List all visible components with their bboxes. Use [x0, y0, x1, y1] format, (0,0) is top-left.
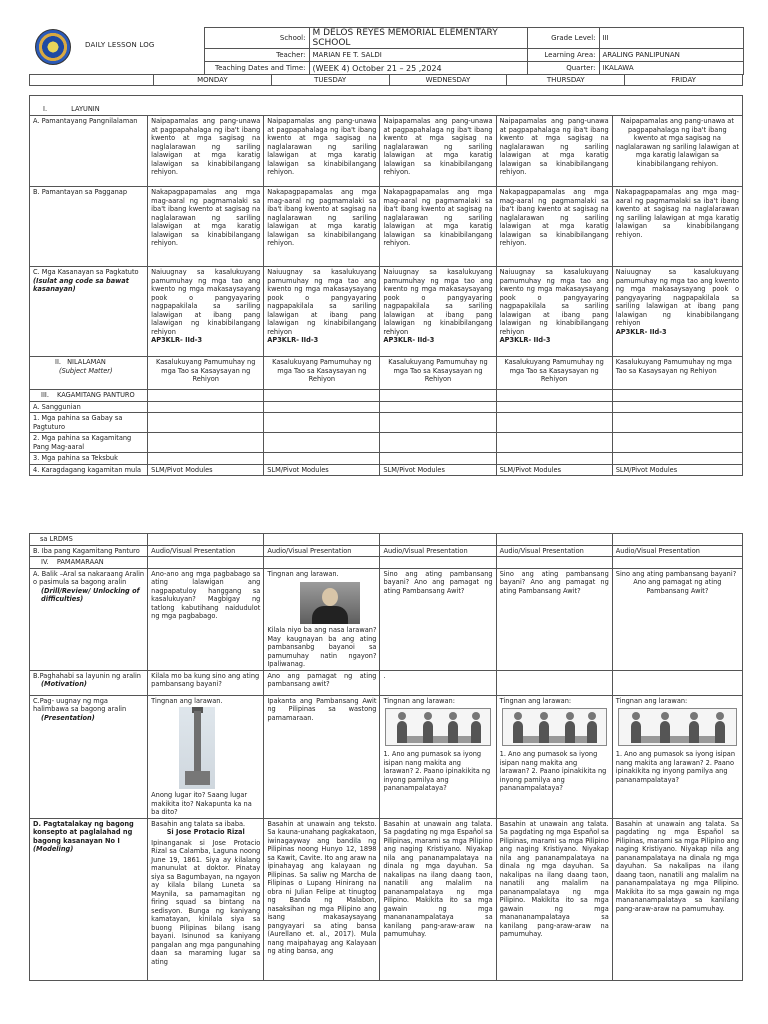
balik-aral-fri-1: Sino ang ating pambansang bayani? — [615, 569, 737, 578]
weekday-header — [29, 74, 743, 86]
a-text-thu: Naipapamalas ang pang-unawa at pagpapahalaga ng iba't ibang kwento at mga sagisag na naglalarawan ng sariling lalawigan at mga karatig lalawigan sa kinabibilangang rehiyon. — [496, 116, 612, 187]
c-code-wed: AP3KLR- IId-3 — [383, 336, 435, 344]
grade-level-value: III — [599, 28, 743, 49]
monument-base — [185, 771, 210, 785]
day-wednesday: WEDNESDAY — [389, 75, 507, 86]
family-figure — [660, 721, 670, 743]
empty-cell — [496, 401, 612, 413]
quarter-value: IKALAWA — [599, 62, 743, 75]
family-head — [716, 712, 724, 720]
paguugnay-label: C.Pag- uugnay ng mga halimbawa sa bagong aralin — [33, 696, 127, 713]
weekday-blank — [30, 75, 154, 86]
empty-cell — [496, 557, 612, 569]
family-figure — [715, 721, 725, 743]
slm-tue: SLM/Pivot Modules — [264, 464, 380, 476]
av-fri: Audio/Visual Presentation — [612, 545, 742, 557]
paghahabi-mon: Kilala mo ba kung sino ang ating pambansang bayani? — [148, 670, 264, 695]
portrait-coat — [312, 606, 348, 624]
c-code-tue: AP3KLR- IId-3 — [267, 336, 319, 344]
empty-cell — [612, 413, 742, 433]
rizal-reading-title: Si Jose Protacio Rizal — [166, 828, 245, 836]
paguugnay-wed-top: Tingnan ang larawan: — [383, 696, 455, 705]
empty-cell — [612, 390, 742, 402]
family-figure — [689, 721, 699, 743]
family-head — [514, 712, 522, 720]
family-head — [632, 712, 640, 720]
pamamaraan-label — [30, 557, 148, 569]
empty-cell — [148, 534, 264, 546]
slm-wed: SLM/Pivot Modules — [380, 464, 496, 476]
logo-cell — [29, 28, 204, 75]
rizal-portrait-image — [300, 582, 360, 624]
family-figure — [471, 721, 481, 743]
balik-aral-tue-bottom: Kilala niyo ba ang nasa larawan? May kaugnayan ba ang ating pambansanbg bayanoi sa pamumuhay natin ngayon? Ipaliwanag. — [267, 626, 377, 668]
day-tuesday: TUESDAY — [271, 75, 389, 86]
school-label: School: — [204, 28, 309, 49]
pagtatalakay-sub: (Modeling) — [33, 845, 74, 853]
family-table — [631, 736, 725, 743]
sanggunian-label: A. Sanggunian — [30, 401, 148, 413]
paguugnay-thu-cell — [496, 695, 612, 818]
empty-cell — [380, 401, 496, 413]
pamantayan-sa-pagganap-label: B. Pamantayan sa Pagganap — [30, 187, 148, 267]
layunin-title: LAYUNIN — [71, 105, 100, 113]
nilalaman-wed: Kasalukuyang Pamumuhay ng mga Tao sa Kasaysayan ng Rehiyon — [380, 357, 496, 390]
pamantayang-pangnilalaman-label: A. Pamantayang Pangnilalaman — [30, 116, 148, 187]
day-friday: FRIDAY — [625, 75, 743, 86]
empty-cell — [148, 433, 264, 453]
c-cell-tue — [264, 267, 380, 357]
empty-cell — [496, 433, 612, 453]
paguugnay-thu-questions: 1. Ano ang pumasok sa iyong isipan nang makita ang larawan? 2. Paano ipinakikita ng inyong pamilya ang pananampalataya? — [499, 750, 607, 792]
c-text-fri: Naiuugnay sa kasalukuyang pamumuhay ng mga tao ang kwento ng mga makasaysayang pook o pangyayaring nagpapakilala sa sariling lalawigan at ibang pang lalawigan ng kinabibilangang rehiyon — [615, 268, 739, 327]
quarter-label: Quarter: — [527, 62, 599, 75]
day-monday: MONDAY — [154, 75, 272, 86]
c-code-fri: AP3KLR- IId-3 — [615, 327, 667, 336]
pagtatalakay-mon-2: Ipinanganak si Jose Protacio Rizal sa Calamba, Laguna noong June 19, 1861. Siya ay kilalang manunulat at doktor. Pinatay siya sa Bagumbayan, na ngayon ay kilala bilang Luneta sa Maynila, sa pamamagitan ng firing squad sa bintang na sedisyon. Bunga ng kaniyang kamatayan, kinilala siya sa buong Pilipinas bilang isang bayani. Isinunod sa kaniyang pangalan ang mga pangunahing daan sa maraming lugar sa ating — [151, 838, 261, 966]
balik-aral-thu: Sino ang ating pambansang bayani? Ano ang pamagat ng ating Pambansang Awit? — [496, 568, 612, 670]
balik-aral-mon: Ano-ano ang mga pagbabago sa ating lalawigan ang nagpapatuloy hanggang sa kasalukuyan? Magbigay ng tatlong kabutihang naidudulot ng mga pagbabago. — [148, 568, 264, 670]
nilalaman-tue: Kasalukuyang Pamumuhay ng mga Tao sa Kasaysayan ng Rehiyon — [264, 357, 380, 390]
pagtatalakay-mon-cell — [148, 818, 264, 980]
family-figure — [423, 721, 433, 743]
empty-cell — [264, 534, 380, 546]
slm-thu: SLM/Pivot Modules — [496, 464, 612, 476]
empty-cell — [264, 453, 380, 465]
family-head — [540, 712, 548, 720]
pagtatalakay-tue: Basahin at unawain ang teksto. Sa kauna-unahang pagkakataon, iwinagayway ang bandila ng Pilipinas noong Hunyo 12, 1898 sa Kawit, Cavite. Ito ang araw na ipinahayag ang kalayaan ng Pilipinas. Sa saliw ng Marcha de Filipinas o Lupang Hinirang na obra ni Julian Felipe at tinugtog ng Banda ng Malabon, nasaksihan ng mga Pilipino ang isang makasaysayang pangyayari sa ating bansa (Aurellano et. al., 2017). Mula nang maipahayag ang Kalayaan ng ating bansa, ang — [264, 818, 380, 980]
family-figure — [631, 721, 641, 743]
pagtatalakay-thu: Basahin at unawain ang talata. Sa pagdating ng mga Español sa Pilipinas, marami sa mga Pilipino ang naging Kristiyano. Niyakap nila ang pananampalataya na dinala ng mga dayuhan. Sa nakalipas na ilang daang taon, nanatili ang malalim na pananampalataya ng mga Pilipino. Makikita ito sa mga gawain ng mga manananampalataya sa kanilang pang-araw-araw na pamumuhay. — [496, 818, 612, 980]
paguugnay-wed-cell — [380, 695, 496, 818]
c-cell-fri — [612, 267, 742, 357]
c-cell-mon — [148, 267, 264, 357]
empty-cell — [264, 433, 380, 453]
empty-cell — [380, 557, 496, 569]
av-wed: Audio/Visual Presentation — [380, 545, 496, 557]
family-head — [472, 712, 480, 720]
teacher-name: MARIAN FE T. SALDI — [309, 49, 527, 62]
family-praying-image — [502, 708, 607, 746]
school-name: M DELOS REYES MEMORIAL ELEMENTARY SCHOOL — [309, 28, 527, 49]
balik-aral-label-cell — [30, 568, 148, 670]
b-text-mon: Nakapagpapamalas ang mga mag-aaral ng pagmamalaki sa iba't ibang kwento at sagisag na naglalarawan ng sariling lalawigan at mga karatig lalawigan sa kinabibilangang rehiyon. — [148, 187, 264, 267]
grade-level-label: Grade Level: — [527, 28, 599, 49]
empty-cell — [496, 453, 612, 465]
b-text-tue: Nakapagpapamalas ang mga mag-aaral ng pagmamalaki sa iba't ibang kwento at sagisag na naglalarawan ng sariling lalawigan at mga karatig lalawigan sa kinabibilangang rehiyon. — [264, 187, 380, 267]
av-mon: Audio/Visual Presentation — [148, 545, 264, 557]
empty-cell — [148, 557, 264, 569]
empty-cell — [148, 453, 264, 465]
a-text-mon: Naipapamalas ang pang-unawa at pagpapahalaga ng iba't ibang kwento at mga sagisag na naglalarawan ng sariling lalawigan at mga karatig lalawigan sa kinabibilangang rehiyon. — [148, 116, 264, 187]
kasanayan-label-cell — [30, 267, 148, 357]
paghahabi-label: B.Paghahabi sa layunin ng aralin — [33, 671, 141, 680]
family-figure — [448, 721, 458, 743]
c-code-mon: AP3KLR- IId-3 — [151, 336, 203, 344]
paguugnay-tue: Ipakanta ang Pambansang Awit ng Pilipinas sa wastong pamamaraan. — [264, 695, 380, 818]
paguugnay-mon-bottom: Anong lugar ito? Saang lugar makikita ito? Nakapunta ka na ba dito? — [151, 791, 252, 816]
c-text-wed: Naiuugnay sa kasalukuyang pamumuhay ng mga tao ang kwento ng mga makasaysayang pook o pangyayaring nagpapakilala sa sariling lalawigan at ibang pang lalawigan ng kinabibilangang rehiyon — [383, 268, 493, 336]
empty-cell — [612, 534, 742, 546]
c-text-thu: Naiuugnay sa kasalukuyang pamumuhay ng mga tao ang kwento ng mga makasaysayang pook o pangyayaring nagpapakilala sa sariling lalawigan at ibang pang lalawigan ng kinabibilangang rehiyon — [499, 268, 609, 336]
family-head — [424, 712, 432, 720]
family-head — [566, 712, 574, 720]
paghahabi-sub: (Motivation) — [41, 680, 87, 688]
slm-mon: SLM/Pivot Modules — [148, 464, 264, 476]
balik-aral-wed: Sino ang ating pambansang bayani? Ano ang pamagat ng ating Pambansang Awit? — [380, 568, 496, 670]
empty-cell — [496, 534, 612, 546]
a-text-tue: Naipapamalas ang pang-unawa at pagpapahalaga ng iba't ibang kwento at mga sagisag na naglalarawan ng sariling lalawigan at mga karatig lalawigan sa kinabibilangang rehiyon. — [264, 116, 380, 187]
teacher-label: Teacher: — [204, 49, 309, 62]
av-tue: Audio/Visual Presentation — [264, 545, 380, 557]
kasanayan-sub: (Isulat ang code sa bawat kasanayan) — [33, 276, 129, 293]
balik-aral-fri-2: Ano ang pamagat ng ating Pambansang Awit? — [633, 578, 722, 595]
pagtatalakay-label-cell — [30, 818, 148, 980]
family-table — [397, 736, 480, 743]
dates-label: Teaching Dates and Time: — [204, 62, 309, 75]
family-table — [513, 736, 596, 743]
paguugnay-mon-top: Tingnan ang larawan. — [151, 696, 223, 705]
empty-cell — [380, 433, 496, 453]
empty-cell — [148, 401, 264, 413]
a-text-fri: Naipapamalas ang pang-unawa at pagpapahalaga ng iba't ibang kwento at mga sagisag na naglalarawan ng sariling lalawigan at mga karatig lalawigan sa kinabibilangang rehiyon. — [612, 116, 742, 187]
nilalaman-title: NILALAMAN — [67, 358, 106, 366]
paghahabi-label-cell — [30, 670, 148, 695]
balik-aral-fri-cell — [612, 568, 742, 670]
nilalaman-thu: Kasalukuyang Pamumuhay ng mga Tao sa Kasaysayan ng Rehiyon — [496, 357, 612, 390]
rizal-monument-image — [179, 707, 215, 789]
empty-cell — [148, 390, 264, 402]
nilalaman-mon: Kasalukuyang Pamumuhay ng mga Tao sa Kasaysayan ng Rehiyon — [148, 357, 264, 390]
kagamitang-panturo-label — [30, 390, 148, 402]
header-table — [29, 27, 744, 75]
learning-area-label: Learning Area: — [527, 49, 599, 62]
portrait-face — [322, 588, 338, 606]
family-figure — [397, 721, 407, 743]
pamamaraan-title: PAMAMARAAN — [56, 558, 104, 566]
empty-cell — [496, 390, 612, 402]
paghahabi-tue: Ano ang pamagat ng ating pambansang awit? — [264, 670, 380, 695]
pagtatalakay-wed: Basahin at unawain ang talata. Sa pagdating ng mga Español sa Pilipinas, marami sa mga Pilipino ang naging Kristiyano. Niyakap nila ang pananampalataya na dinala ng mga dayuhan. Sa nakalipas na ilang daang taon, nanatili ang malalim na pananampalataya ng mga Pilipino. Makikita ito sa mga gawain ng mga manananampalataya sa kanilang pang-araw-araw na pamumuhay. — [380, 818, 496, 980]
balik-aral-tue-cell — [264, 568, 380, 670]
layunin-row — [30, 96, 743, 116]
lrdms-label: sa LRDMS — [30, 534, 148, 546]
empty-cell — [380, 534, 496, 546]
kasanayan-label: C. Mga Kasanayan sa Pagkatuto — [33, 268, 139, 276]
paguugnay-mon-cell — [148, 695, 264, 818]
c-text-tue: Naiuugnay sa kasalukuyang pamumuhay ng mga tao ang kwento ng mga makasaysayang pook o pangyayaring nagpapakilala sa sariling lalawigan at ibang pang lalawigan ng kinabibilangang rehiyon — [267, 268, 377, 336]
learning-area-value: ARALING PANLIPUNAN — [599, 49, 743, 62]
pagtatalakay-mon-1: Basahin ang talata sa ibaba. — [151, 819, 246, 828]
nilalaman-sub: (Subject Matter) — [59, 366, 113, 375]
paghahabi-wed: . — [380, 670, 496, 695]
pamamaraan-num: IV. — [41, 558, 49, 566]
empty-cell — [380, 390, 496, 402]
paguugnay-wed-questions: 1. Ano ang pumasok sa iyong isipan nang makita ang larawan? 2. Paano ipinakikita ng inyong pamilya ang pananampalataya? — [383, 750, 491, 792]
balik-aral-sub: (Drill/Review/ Unlocking of difficulties) — [41, 586, 140, 603]
family-figure — [565, 721, 575, 743]
empty-cell — [612, 433, 742, 453]
family-head — [588, 712, 596, 720]
document-title: DAILY LESSON LOG — [85, 41, 155, 49]
kagamitang-num: III. — [41, 391, 49, 399]
paguugnay-sub: (Presentation) — [41, 713, 95, 722]
empty-cell — [612, 453, 742, 465]
empty-cell — [612, 557, 742, 569]
lesson-grid-bottom — [29, 533, 743, 981]
paguugnay-thu-top: Tingnan ang larawan: — [499, 696, 572, 705]
empty-cell — [264, 390, 380, 402]
family-praying-image — [618, 708, 737, 746]
slm-fri: SLM/Pivot Modules — [612, 464, 742, 476]
family-head — [690, 712, 698, 720]
day-thursday: THURSDAY — [507, 75, 625, 86]
b-text-wed: Nakapagpapamalas ang mga mag-aaral ng pagmamalaki sa iba't ibang kwento at sagisag na naglalarawan ng sariling lalawigan at mga karatig lalawigan sa kinabibilangang rehiyon. — [380, 187, 496, 267]
iba-pang-kagamitan-label: B. Iba pang Kagamitang Panturo — [30, 545, 148, 557]
family-praying-image — [385, 708, 490, 746]
teksbuk-label: 3. Mga pahina sa Teksbuk — [30, 453, 148, 465]
empty-cell — [380, 453, 496, 465]
family-figure — [587, 721, 597, 743]
b-text-thu: Nakapagpapamalas ang mga mag-aaral ng pagmamalaki sa iba't ibang kwento at sagisag na naglalarawan ng sariling lalawigan at mga karatig lalawigan sa kinabibilangang rehiyon. — [496, 187, 612, 267]
kagamitang-mag-aaral-label: 2. Mga pahina sa Kagamitang Pang Mag-aaral — [30, 433, 148, 453]
gabay-label: 1. Mga pahina sa Gabay sa Pagtuturo — [30, 413, 148, 433]
pagtatalakay-fri: Basahin at unawain ang talata. Sa pagdating ng mga Español sa Pilipinas, marami sa mga Pilipino ang naging Kristiyano. Niyakap nila ang pananampalataya na dinala ng mga dayuhan. Sa nakalipas na ilang daang taon, nanatili ang malalim na pananampalataya ng mga Pilipino. Makikita ito sa mga gawain ng mga manananampalataya sa kanilang pang-araw-araw na pamumuhay. — [612, 818, 742, 980]
paguugnay-fri-questions: 1. Ano ang pumasok sa iyong isipan nang makita ang larawan? 2. Paano ipinakikita ng inyong pamilya ang pananampalataya? — [615, 750, 736, 784]
nilalaman-num: II. — [55, 358, 61, 366]
paguugnay-fri-cell — [612, 695, 742, 818]
c-text-mon: Naiuugnay sa kasalukuyang pamumuhay ng mga tao ang kwento ng mga makasaysayang pook o pangyayaring nagpapakilala sa sariling lalawigan at ibang pang lalawigan ng kinabibilangang rehiyon — [151, 268, 261, 336]
balik-aral-tue-top: Tingnan ang larawan. — [267, 569, 339, 578]
lesson-grid-top — [29, 95, 743, 476]
empty-cell — [148, 413, 264, 433]
empty-cell — [380, 413, 496, 433]
empty-cell — [264, 413, 380, 433]
family-head — [398, 712, 406, 720]
monument-obelisk — [194, 711, 201, 773]
c-code-thu: AP3KLR- IId-3 — [499, 336, 551, 344]
a-text-wed: Naipapamalas ang pang-unawa at pagpapahalaga ng iba't ibang kwento at mga sagisag na naglalarawan ng sariling lalawigan at mga karatig lalawigan sa kinabibilangang rehiyon. — [380, 116, 496, 187]
c-cell-wed — [380, 267, 496, 357]
nilalaman-label-cell — [30, 357, 148, 390]
karagdagang-label: 4. Karagdagang kagamitan mula — [30, 464, 148, 476]
family-figure — [539, 721, 549, 743]
empty-cell — [264, 401, 380, 413]
empty-cell — [612, 670, 742, 695]
b-text-fri: Nakapagpapamalas ang mga mag-aaral ng pagmamalaki sa iba't ibang kwento at sagisag na naglalarawan ng sariling lalawigan at mga karatig lalawigan sa kinabibilangang rehiyon. — [612, 187, 742, 267]
balik-aral-label: A. Balik –Aral sa nakaraang Aralin o pasimula sa bagong aralin — [33, 569, 145, 586]
paguugnay-label-cell — [30, 695, 148, 818]
empty-cell — [264, 557, 380, 569]
av-thu: Audio/Visual Presentation — [496, 545, 612, 557]
family-head — [661, 712, 669, 720]
family-head — [449, 712, 457, 720]
empty-cell — [612, 401, 742, 413]
layunin-num: I. — [43, 105, 48, 113]
nilalaman-fri: Kasalukuyang Pamumuhay ng mga Tao sa Kasaysayan ng Rehiyon — [612, 357, 742, 390]
empty-cell — [496, 413, 612, 433]
empty-cell — [496, 670, 612, 695]
dates-value: (WEEK 4) October 21 – 25 ,2024 — [309, 62, 527, 75]
paguugnay-fri-top: Tingnan ang larawan: — [615, 696, 688, 705]
family-figure — [513, 721, 523, 743]
kagamitang-title: KAGAMITANG PANTURO — [57, 391, 135, 399]
pagtatalakay-label: D. Pagtatalakay ng bagong konsepto at paglalahad ng bagong kasanayan No I — [33, 819, 134, 845]
c-cell-thu — [496, 267, 612, 357]
